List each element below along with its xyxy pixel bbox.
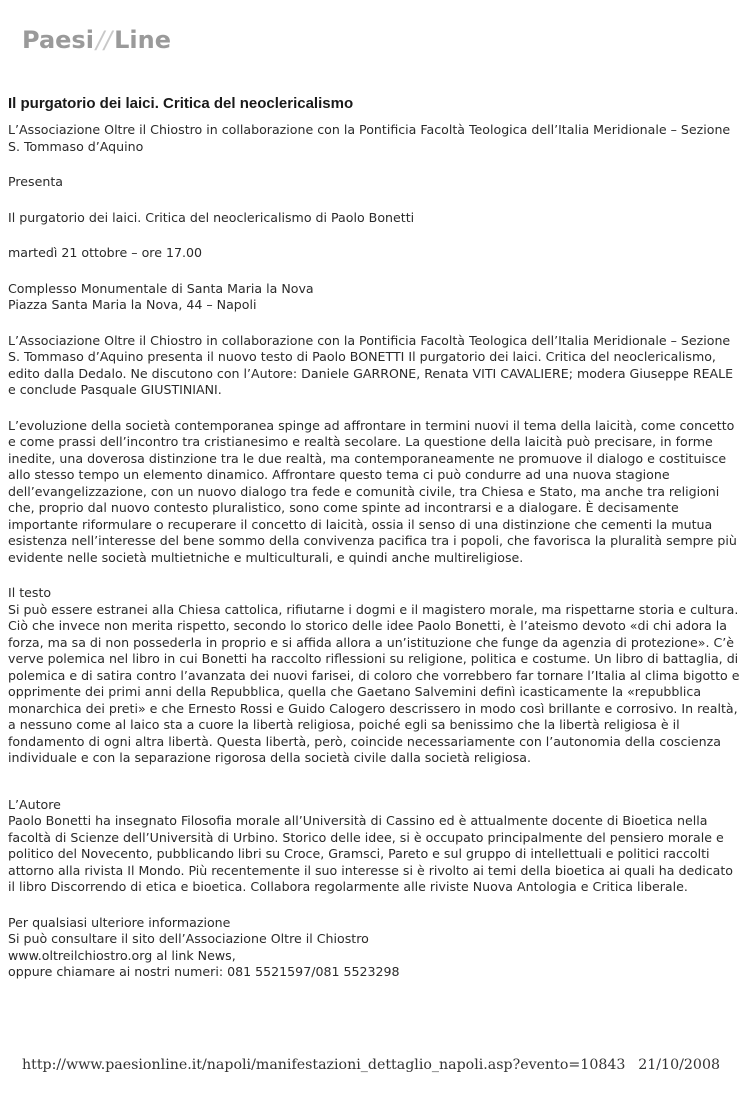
- body-paragraph: L’evoluzione della società contemporanea spinge ad affrontare in termini nuovi il tema della laicità, come concetto e come prassi dell’incontro tra cristianesimo e realtà secolare. La questione della laicità può precisare, in forme inedite, una doverosa distinzione tra le due realtà, ma contemporaneamente ne promuove il dialogo e costituisce allo stesso tempo un elemento dinamico. Affrontare questo tema ci può condurre ad una nuova stagione dell’evangelizzazione, con un nuovo dialogo tra fede e comunità civile, tra Chiesa e Stato, ma anche tra religioni che, proprio dal nuovo contesto pluralistico, sono come spinte ad incontrarsi e a dialogare. È decisamente importante riformulare o recuperare il concetto di laicità, ossia il senso di una distinzione che cementi la mutua esistenza nell’interesse del bene sommo della convivenza pacifica tra i popoli, che favorisca la pluralità sempre più evidente nelle società multietniche e multiculturali, e quindi anche multireligiose.: [8, 417, 737, 565]
- logo-text-left: Paesi: [22, 26, 94, 54]
- testo-heading: Il testo: [8, 585, 52, 600]
- event-datetime: martedì 21 ottobre – ore 17.00: [8, 245, 203, 260]
- intro-paragraph: L’Associazione Oltre il Chiostro in collaborazione con la Pontificia Facoltà Teologica dell’Italia Meridionale – Sezione S. Tommaso d’Aquino: [8, 122, 731, 154]
- print-date: 21/10/2008: [638, 1057, 720, 1073]
- site-logo: [22, 26, 171, 54]
- print-footer: [22, 1057, 740, 1073]
- article: [8, 94, 742, 981]
- venue-name: Complesso Monumentale di Santa Maria la Nova: [8, 280, 314, 296]
- info-website-link[interactable]: www.oltreilchiostro.org al link News,: [8, 947, 236, 963]
- venue-address: Piazza Santa Maria la Nova, 44 – Napoli: [8, 297, 257, 312]
- article-title: Il purgatorio dei laici. Critica del neoclericalismo: [8, 95, 354, 112]
- logo-text-right: Line: [114, 26, 171, 54]
- autore-paragraph: Paolo Bonetti ha insegnato Filosofia morale all’Università di Cassino ed è attualmente docente di Bioetica nella facoltà di Scienze dell’Università di Urbino. Storico delle idee, si è occupato principalmente del pensiero morale e politico del Novecento, pubblicando libri su Croce, Gramsci, Pareto e sul gruppo di intellettuali e politici raccolti attorno alla rivista Il Mondo. Più recentemente il suo interesse si è rivolto ai temi della bioetica ai quali ha dedicato il libro Discorrendo di etica e bioetica. Collabora regolarmente alle riviste Nuova Antologia e Critica liberale.: [8, 813, 733, 894]
- logo-slash-mark: //: [95, 26, 113, 54]
- autore-heading: L’Autore: [8, 796, 61, 812]
- info-line: Per qualsiasi ulteriore informazione: [8, 914, 231, 930]
- book-line: Il purgatorio dei laici. Critica del neoclericalismo di Paolo Bonetti: [8, 209, 415, 225]
- info-line: Si può consultare il sito dell’Associazione Oltre il Chiostro: [8, 931, 369, 946]
- info-phone-line: oppure chiamare ai nostri numeri: 081 5521597/081 5523298: [8, 964, 400, 979]
- presenta-line: Presenta: [8, 174, 63, 189]
- page-url[interactable]: http://www.paesionline.it/napoli/manifestazioni_dettaglio_napoli.asp?evento=10843: [22, 1057, 626, 1073]
- testo-paragraph: Si può essere estranei alla Chiesa cattolica, rifiutarne i dogmi e il magistero morale, ma rispettarne storia e cultura. Ciò che invece non merita rispetto, secondo lo storico delle idee Paolo Bonetti, è l’ateismo devoto «di chi adora la forza, ma sa di non possederla in proprio e si affida allora a un’istituzione che funge da agenzia di protezione». C’è verve polemica nel libro in cui Bonetti ha raccolto riflessioni su religione, politica e costume. Un libro di battaglia, di polemica e di satira contro l’avanzata dei nuovi farisei, di coloro che vorrebbero far tornare l’Italia al clima bigotto e opprimente dei primi anni della Repubblica, quella che Gaetano Salvemini definì icasticamente la «repubblica monarchica dei preti» e che Ernesto Rossi e Guido Calogero descrissero in modo così brillante e corrosivo. In realtà, a nessuno come al laico sta a cuore la libertà religiosa, poiché egli sa benissimo che la libertà religiosa è il fondamento di ogni altra libertà. Questa libertà, però, coincide necessariamente con l’autonomia della coscienza individuale e con la separazione rigorosa della società civile dalla società religiosa.: [8, 601, 740, 765]
- announcement-paragraph: L’Associazione Oltre il Chiostro in collaborazione con la Pontificia Facoltà Teologica dell’Italia Meridionale – Sezione S. Tommaso d’Aquino presenta il nuovo testo di Paolo BONETTI Il purgatorio dei laici. Critica del neoclericalismo, edito dalla Dedalo. Ne discutono con l’Autore: Daniele GARRONE, Renata VITI CAVALIERE; modera Giuseppe REALE e conclude Pasquale GIUSTINIANI.: [8, 332, 734, 397]
